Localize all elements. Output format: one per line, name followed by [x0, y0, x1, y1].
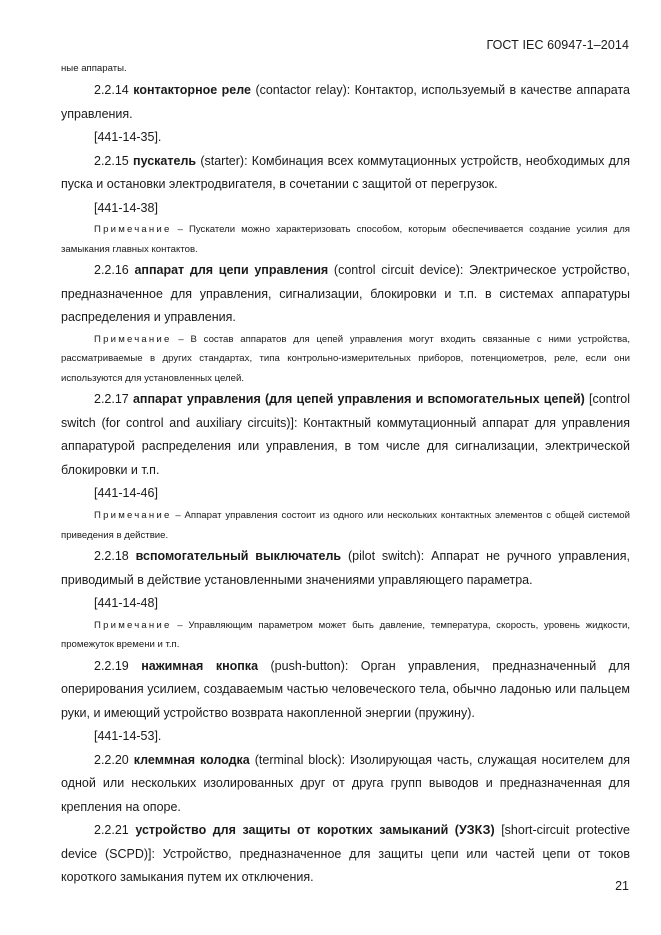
- entry-2-2-19: [61, 655, 630, 726]
- entry-2-2-21: [61, 819, 630, 890]
- entry-2-2-18: [61, 545, 630, 592]
- entry-definition: (control circuit device): Электрическое устройство, предназначенное для управления, сигнализации, блокировки и т.п. в системах аппаратуры распределения и управления.: [61, 263, 630, 325]
- entry-reference: [441-14-38]: [94, 200, 158, 215]
- entry-term: аппарат для цепи управления: [134, 263, 329, 278]
- entry-definition: (contactor relay): Контактор, используемый в качестве аппарата управления.: [61, 83, 630, 121]
- note-text: – Пускатели можно характеризовать способом, которым обеспечивается создание усилия для замыкания главных контактов.: [61, 224, 630, 255]
- entry-term: аппарат управления (для цепей управления и вспомогательных цепей): [132, 392, 585, 407]
- entry-definition: [control switch (for control and auxiliary circuits)]: Контактный коммутационный аппарат для управления аппаратурой распределения или управления, в том числе для сигнализации, электрической блокировки и т.п.: [61, 392, 630, 477]
- entry-reference: [441-14-53].: [94, 729, 162, 744]
- entry-definition: [short-circuit protective device (SCPD)]: Устройство, предназначенное для защиты цепи или частей цепи от токов короткого замыкания путем их отключения.: [61, 823, 630, 885]
- note-text: – Аппарат управления состоит из одного или нескольких контактных элементов с общей системой приведения в действие.: [61, 509, 630, 541]
- entry-term: клеммная колодка: [133, 752, 250, 767]
- entry-term: пускатель: [133, 153, 197, 168]
- document-body: [61, 63, 630, 890]
- entry-number: 2.2.18: [94, 549, 129, 564]
- entry-number: 2.2.20: [94, 752, 129, 767]
- entry-term: устройство для защиты от коротких замыканий (УЗКЗ): [135, 823, 495, 838]
- entry-definition: (starter): Комбинация всех коммутационных устройств, необходимых для пуска и остановки электродвигателя, в сочетании с защитой от перегрузок.: [61, 153, 630, 191]
- note-label: Примечание: [94, 224, 172, 235]
- entry-definition: (pilot switch): Аппарат не ручного управления, приводимый в действие установленными значениями управляющего параметра.: [61, 549, 630, 587]
- entry-definition: (terminal block): Изолирующая часть, служащая носителем для одной или нескольких изолированных друг от друга групп выводов и предназначенная для крепления на опоре.: [61, 752, 630, 814]
- entry-2-2-17: [61, 388, 630, 482]
- entry-2-2-15: [61, 150, 630, 197]
- entry-number: 2.2.16: [94, 263, 129, 278]
- entry-note: [61, 330, 630, 389]
- entry-2-2-16: [61, 259, 630, 330]
- entry-2-2-14: [61, 79, 630, 126]
- entry-number: 2.2.21: [94, 823, 129, 838]
- entry-note: [61, 506, 630, 545]
- entry-reference: [441-14-35].: [94, 130, 162, 144]
- page-number: 21: [615, 879, 629, 893]
- entry-note: [61, 220, 630, 259]
- entry-number: 2.2.17: [94, 392, 129, 407]
- note-label: Примечание: [94, 509, 172, 521]
- note-label: Примечание: [94, 333, 172, 345]
- entry-number: 2.2.14: [94, 83, 129, 97]
- entry-note: [61, 616, 630, 655]
- note-text: – Управляющим параметром может быть давление, температура, скорость, уровень жидкости, промежуток времени и т.п.: [61, 619, 630, 651]
- entry-number: 2.2.15: [94, 153, 129, 168]
- entry-term: нажимная кнопка: [141, 658, 259, 673]
- entry-definition: (push-button): Орган управления, предназначенный для оперирования усилием, создаваемым частью человеческого тела, обычно ладонью или пальцем руки, и имеющий устройство возврата накопленной энергии (пружину).: [61, 658, 631, 720]
- continuation-text: ные аппараты.: [61, 63, 127, 74]
- note-label: Примечание: [94, 619, 172, 631]
- entry-reference: [441-14-48]: [94, 596, 158, 611]
- entry-reference: [441-14-46]: [94, 486, 158, 501]
- entry-2-2-20: [61, 749, 630, 820]
- document-header: ГОСТ IEC 60947-1–2014: [486, 38, 629, 52]
- note-text: – В состав аппаратов для цепей управления могут входить связанные с ними устройства, рассматриваемые в других стандартах, типа контрольно-измерительных приборов, потенциометров, реле, если они используются для установленных целей.: [61, 333, 630, 384]
- entry-term: контакторное реле: [133, 83, 251, 97]
- entry-term: вспомогательный выключатель: [135, 549, 342, 564]
- entry-number: 2.2.19: [94, 658, 129, 673]
